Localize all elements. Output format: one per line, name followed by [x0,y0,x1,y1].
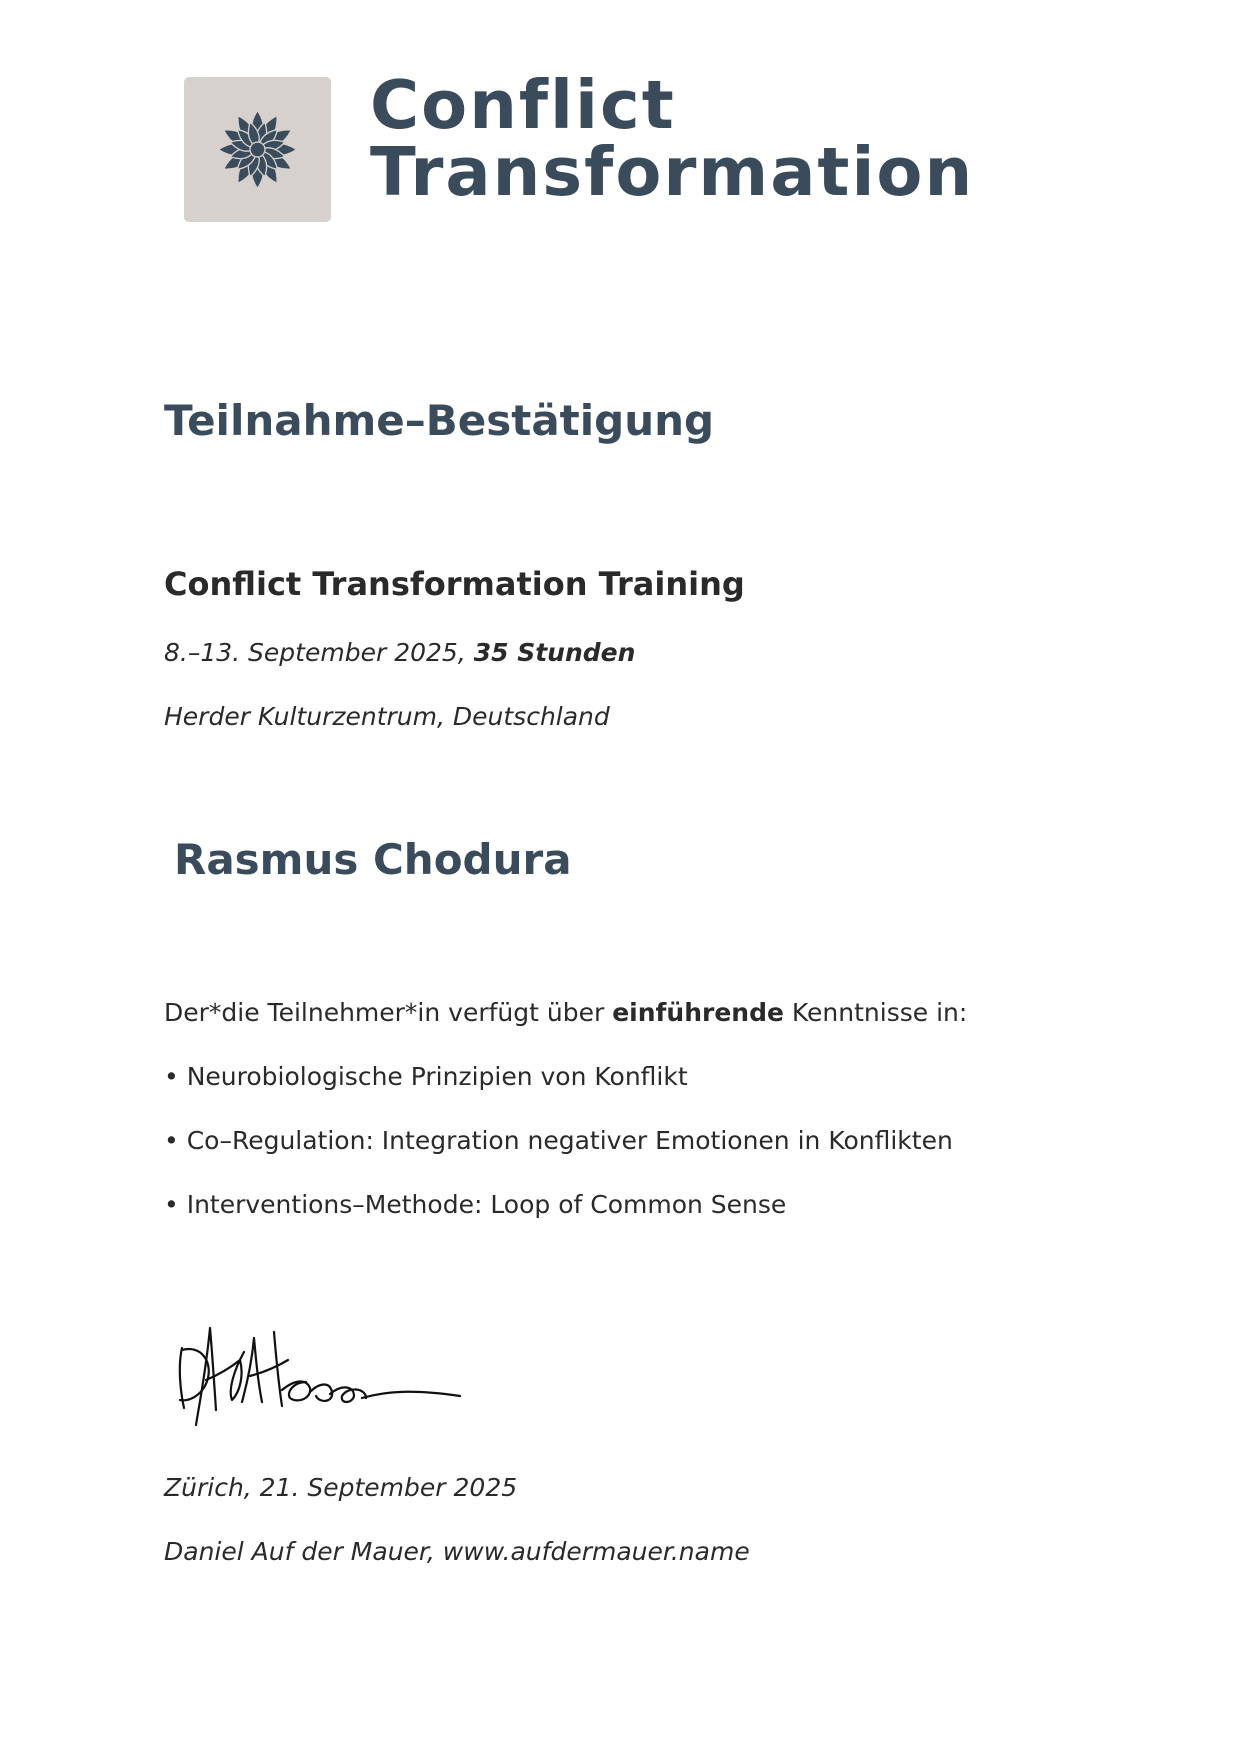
course-location: Herder Kulturzentrum, Deutschland [164,702,610,731]
certificate-title: Teilnahme–Bestätigung [164,396,715,445]
brand-wordmark [370,66,975,211]
intro-text [164,997,967,1029]
lotus-icon [216,108,299,191]
participant-name: Rasmus Chodura [174,835,572,884]
date-text: 8.–13. September 2025, [164,638,474,667]
topic-item-1: • Neurobiologische Prinzipien von Konflikt [164,1062,688,1091]
brand-line-2: Transformation [370,133,975,211]
signer-name: Daniel Auf der Mauer, www.aufdermauer.name [164,1537,750,1566]
course-title: Conflict Transformation Training [164,565,745,603]
topic-item-2: • Co–Regulation: Integration negativer Emotionen in Konflikten [164,1126,953,1155]
topic-item-3: • Interventions–Methode: Loop of Common Sense [164,1190,787,1219]
intro-prefix: Der*die Teilnehmer*in verfügt über [164,998,613,1027]
intro-suffix: Kenntnisse in: [783,998,968,1027]
place-date: Zürich, 21. September 2025 [164,1473,518,1502]
signature-image [170,1320,470,1430]
hours-text: 35 Stunden [473,638,636,667]
course-date [164,637,635,669]
logo-badge [184,77,331,222]
brand-line-1: Conflict [370,66,676,144]
intro-emphasis: einführende [612,998,784,1027]
